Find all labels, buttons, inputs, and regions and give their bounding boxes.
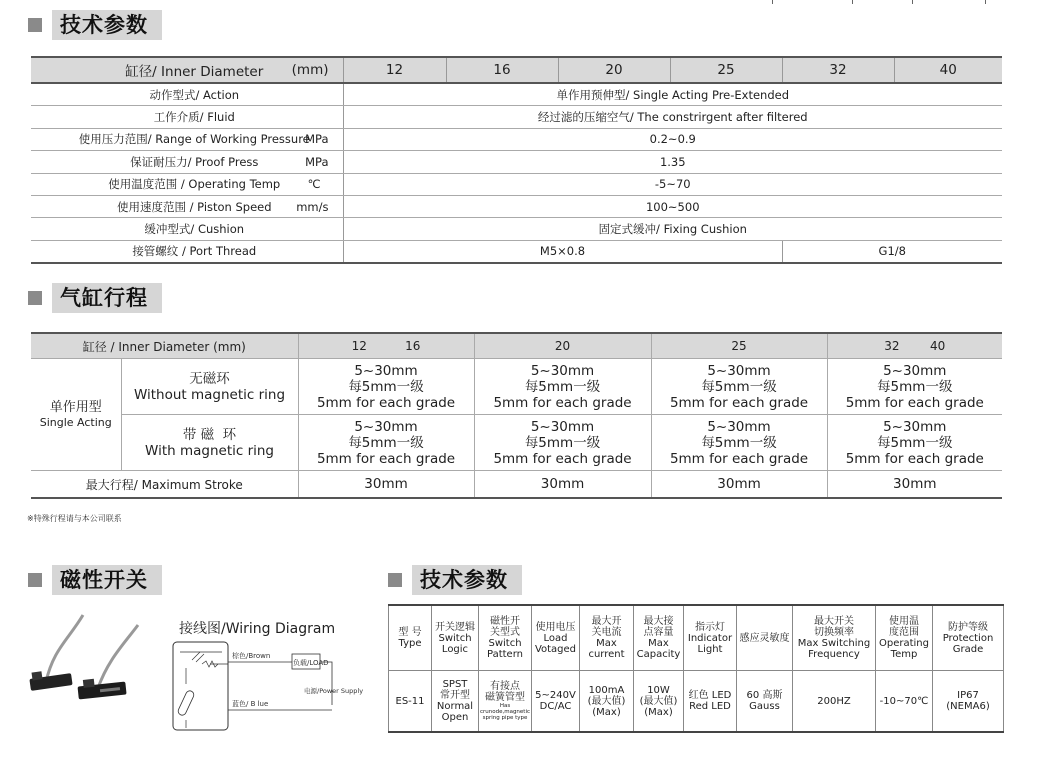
switch-value-cell: IP67 (NEMA6): [933, 671, 1004, 733]
top-mark: [772, 0, 773, 4]
section-title: 技术参数: [52, 10, 162, 40]
wiring-diagram: [170, 640, 370, 735]
special-stroke-note: ※特殊行程请与本公司联系: [27, 514, 122, 523]
load-label: 负载/LOAD: [293, 659, 329, 667]
magnetic-switch-product-image: [28, 610, 168, 720]
row-label-with-ring: 带 磁 环 With magnetic ring: [121, 415, 298, 471]
row-value: 单作用预伸型/ Single Acting Pre-Extended: [343, 83, 1002, 106]
row-label: 使用温度范围 / Operating Temp: [108, 177, 281, 192]
switch-value-row: [389, 671, 1004, 733]
row-unit: MPa: [305, 154, 329, 169]
switch-spec-table: [388, 604, 1004, 733]
table-row: [31, 128, 1002, 150]
switch-value-cell: ES-11: [389, 671, 432, 733]
switch-value-cell: 60 高斯 Gauss: [737, 671, 793, 733]
table-row: [31, 471, 1002, 499]
stroke-cell: 5~30mm 每5mm一级 5mm for each grade: [474, 415, 651, 471]
row-value: -5~70: [343, 173, 1002, 195]
wire-brown-label: 棕色/Brown: [232, 652, 271, 660]
table-row: [31, 218, 1002, 240]
switch-header-cell: 最大开关 切换频率 Max Switching Frequency: [793, 605, 876, 671]
switch-header-cell: 使用温 度范围 Operating Temp: [876, 605, 933, 671]
row-label-without-ring: 无磁环 Without magnetic ring: [121, 359, 298, 415]
switch-header-cell: 防护等级 Protection Grade: [933, 605, 1004, 671]
section-title: 气缸行程: [52, 283, 162, 313]
diameter-cell: 20: [558, 57, 670, 83]
diameter-cell: 16: [446, 57, 558, 83]
row-unit: MPa: [305, 132, 329, 147]
switch-value-cell: 200HZ: [793, 671, 876, 733]
max-stroke-value: 30mm: [651, 471, 827, 499]
top-mark: [852, 0, 853, 4]
diameter-header: 25: [651, 333, 827, 359]
switch-value-cell: 5~240V DC/AC: [532, 671, 580, 733]
thread-value-a: M5×0.8: [343, 240, 782, 263]
stroke-table: [31, 332, 1002, 499]
header-inner-diameter: 缸径/ Inner Diameter (mm): [31, 57, 343, 83]
diameter-cell: 32: [782, 57, 894, 83]
bullet-square-icon: [28, 291, 42, 305]
stroke-cell: 5~30mm 每5mm一级 5mm for each grade: [298, 359, 474, 415]
diameter-header: 32 40: [827, 333, 1002, 359]
group-label: 单作用型 Single Acting: [31, 359, 121, 471]
stroke-cell: 5~30mm 每5mm一级 5mm for each grade: [651, 359, 827, 415]
max-stroke-value: 30mm: [827, 471, 1002, 499]
diameter-header: 12 16: [298, 333, 474, 359]
switch-header-cell: 感应灵敏度: [737, 605, 793, 671]
row-label: 接管螺纹 / Port Thread: [132, 244, 257, 259]
section-heading-switch-spec: [388, 565, 522, 595]
table-row: [31, 195, 1002, 217]
switch-header-cell: 指示灯 Indicator Light: [684, 605, 737, 671]
wire-blue-label: 蓝色/ B lue: [232, 700, 269, 708]
section-heading-stroke: [28, 283, 162, 313]
top-mark: [912, 0, 913, 4]
thread-value-b: G1/8: [782, 240, 1002, 263]
switch-header-cell: 使用电压 Load Votaged: [532, 605, 580, 671]
diameter-header: 20: [474, 333, 651, 359]
section-title: 磁性开关: [52, 565, 162, 595]
table-row: [31, 106, 1002, 128]
table-row: [31, 151, 1002, 173]
switch-value-cell: 100mA (最大值) (Max): [580, 671, 634, 733]
row-label: 保证耐压力/ Proof Press: [130, 154, 259, 169]
diameter-cell: 12: [343, 57, 446, 83]
max-stroke-label: 最大行程/ Maximum Stroke: [31, 471, 298, 499]
switch-value-cell: SPST 常开型 Normal Open: [432, 671, 479, 733]
spec-table: [31, 56, 1002, 264]
diameter-cell: 25: [670, 57, 782, 83]
row-label: 使用压力范围/ Range of Working Pressure: [78, 132, 310, 147]
max-stroke-value: 30mm: [298, 471, 474, 499]
section-heading-switch: [28, 565, 162, 595]
switch-value-cell: 有接点 磁簧管型 Has crunode,magnetic spring pipe type: [479, 671, 532, 733]
row-label: 缓冲型式/ Cushion: [144, 222, 245, 237]
section-title: 技术参数: [412, 565, 522, 595]
switch-value-cell: -10~70℃: [876, 671, 933, 733]
row-label: 使用速度范围 / Piston Speed: [116, 199, 272, 214]
bullet-square-icon: [28, 573, 42, 587]
bullet-square-icon: [388, 573, 402, 587]
stroke-cell: 5~30mm 每5mm一级 5mm for each grade: [474, 359, 651, 415]
row-label: 动作型式/ Action: [149, 87, 240, 102]
row-value: 1.35: [343, 151, 1002, 173]
row-unit: mm/s: [296, 199, 329, 214]
switch-header-cell: 最大接 点容量 Max Capacity: [634, 605, 684, 671]
bullet-square-icon: [28, 18, 42, 32]
switch-header-cell: 型 号 Type: [389, 605, 432, 671]
row-value: 0.2~0.9: [343, 128, 1002, 150]
top-mark: [985, 0, 986, 4]
diameter-cell: 40: [894, 57, 1002, 83]
stroke-cell: 5~30mm 每5mm一级 5mm for each grade: [827, 359, 1002, 415]
row-unit: ℃: [307, 177, 321, 192]
power-supply-label: 电源/Power Supply: [304, 687, 364, 695]
row-value: 经过滤的压缩空气/ The constrirgent after filtered: [343, 106, 1002, 128]
section-heading-spec: [28, 10, 162, 40]
table-row: [31, 415, 1002, 471]
stroke-cell: 5~30mm 每5mm一级 5mm for each grade: [651, 415, 827, 471]
table-row: [31, 240, 1002, 263]
table-row: [31, 359, 1002, 415]
switch-header-cell: 开关逻辑 Switch Logic: [432, 605, 479, 671]
row-label: 工作介质/ Fluid: [153, 110, 235, 125]
switch-value-cell: 红色 LED Red LED: [684, 671, 737, 733]
table-row: [31, 83, 1002, 106]
header-inner-diameter: 缸径 / Inner Diameter (mm): [31, 333, 298, 359]
wiring-diagram-title: 接线图/Wiring Diagram: [179, 621, 336, 637]
row-value: 固定式缓冲/ Fixing Cushion: [343, 218, 1002, 240]
switch-value-cell: 10W (最大值) (Max): [634, 671, 684, 733]
max-stroke-value: 30mm: [474, 471, 651, 499]
stroke-cell: 5~30mm 每5mm一级 5mm for each grade: [827, 415, 1002, 471]
switch-header-row: [389, 605, 1004, 671]
row-value: 100~500: [343, 195, 1002, 217]
stroke-cell: 5~30mm 每5mm一级 5mm for each grade: [298, 415, 474, 471]
switch-header-cell: 最大开 关电流 Max current: [580, 605, 634, 671]
switch-header-cell: 磁性开 关型式 Switch Pattern: [479, 605, 532, 671]
table-row: [31, 173, 1002, 195]
pattern-small-text: Has crunode,magnetic spring pipe type: [479, 703, 531, 721]
